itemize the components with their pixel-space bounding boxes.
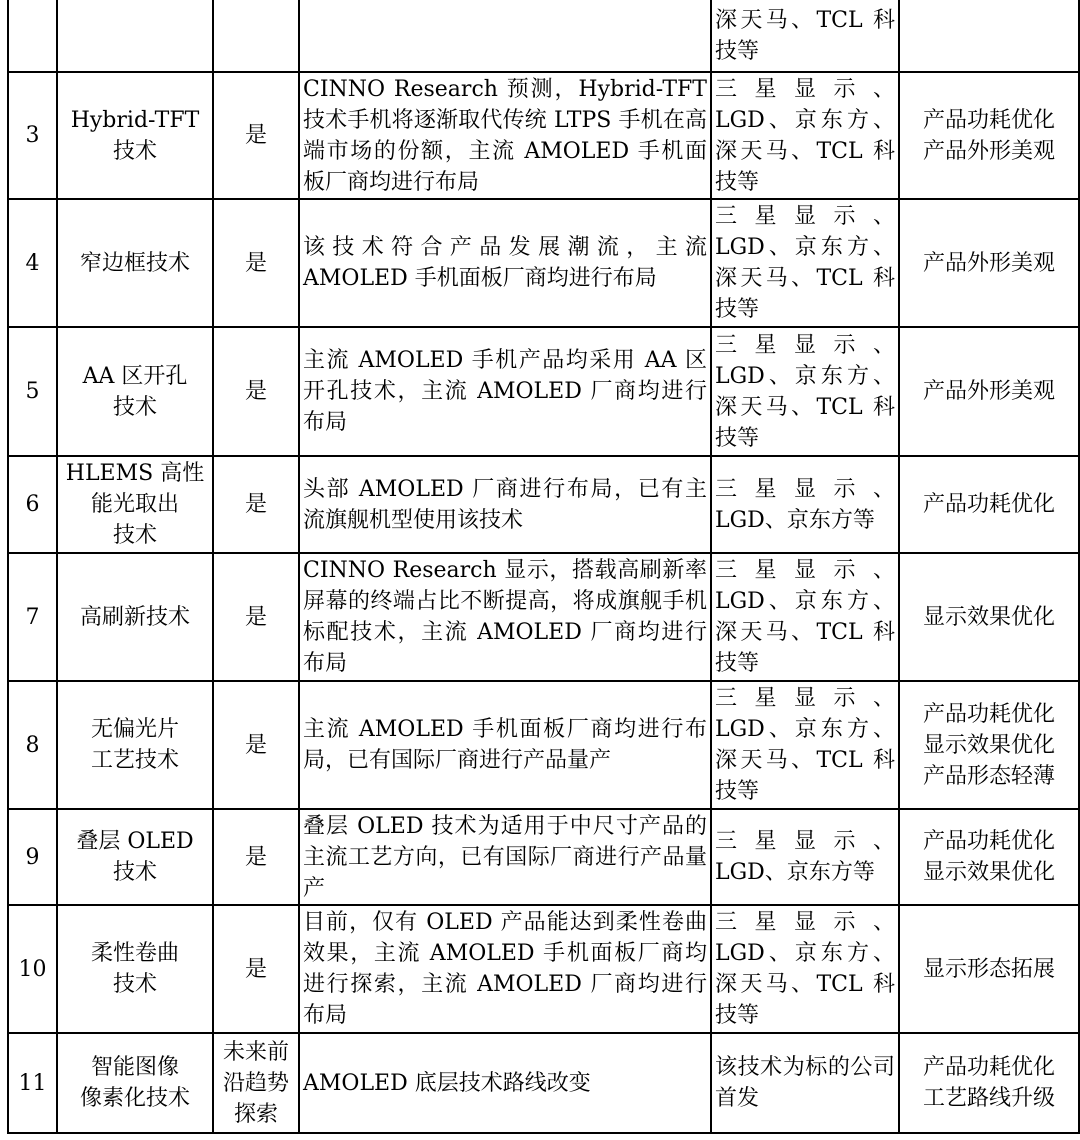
effect-cell: 产品功耗优化 工艺路线升级 — [899, 1033, 1079, 1133]
technology-description: 主流 AMOLED 手机面板厂商均进行布局，已有国际厂商进行产品量产 — [299, 681, 711, 809]
companies-cell: 三星显示、LGD、京东方、深天马、TCL 科技等 — [711, 72, 899, 199]
adopted-flag: 未来前沿趋势探索 — [213, 1033, 299, 1133]
table-row — [8, 681, 1079, 809]
companies-cell: 三星显示、LGD、京东方、深天马、TCL 科技等 — [711, 327, 899, 456]
technology-name: 无偏光片 工艺技术 — [57, 681, 213, 809]
technology-table — [7, 0, 1080, 1134]
technology-description: 目前，仅有 OLED 产品能达到柔性卷曲效果，主流 AMOLED 手机面板厂商均进行探索，主流 AMOLED 厂商均进行布局 — [299, 905, 711, 1033]
effect-cell: 产品功耗优化 — [899, 456, 1079, 553]
effect-cell: 产品功耗优化 产品外形美观 — [899, 72, 1079, 199]
technology-name: 柔性卷曲 技术 — [57, 905, 213, 1033]
technology-name: AA 区开孔 技术 — [57, 327, 213, 456]
technology-description: AMOLED 底层技术路线改变 — [299, 1033, 711, 1133]
technology-name: 智能图像 像素化技术 — [57, 1033, 213, 1133]
table-row — [8, 327, 1079, 456]
row-number: 10 — [8, 905, 57, 1033]
technology-description: 头部 AMOLED 厂商进行布局，已有主流旗舰机型使用该技术 — [299, 456, 711, 553]
table-row — [8, 905, 1079, 1033]
adopted-flag: 是 — [213, 327, 299, 456]
table-row — [8, 1033, 1079, 1133]
adopted-flag: 是 — [213, 553, 299, 681]
technology-name — [57, 0, 213, 72]
companies-cell: 三星显示、LGD、京东方、深天马、TCL 科技等 — [711, 905, 899, 1033]
adopted-flag: 是 — [213, 199, 299, 327]
adopted-flag: 是 — [213, 905, 299, 1033]
table-row — [8, 809, 1079, 905]
row-number: 7 — [8, 553, 57, 681]
companies-cell: 该技术为标的公司首发 — [711, 1033, 899, 1133]
technology-description: 主流 AMOLED 手机产品均采用 AA 区开孔技术，主流 AMOLED 厂商均进行布局 — [299, 327, 711, 456]
effect-cell: 产品功耗优化 显示效果优化 产品形态轻薄 — [899, 681, 1079, 809]
row-number: 6 — [8, 456, 57, 553]
adopted-flag: 是 — [213, 456, 299, 553]
effect-cell: 产品外形美观 — [899, 199, 1079, 327]
table-row — [8, 0, 1079, 72]
technology-description: CINNO Research 预测，Hybrid-TFT 技术手机将逐渐取代传统 LTPS 手机在高端市场的份额，主流 AMOLED 手机面板厂商均进行布局 — [299, 72, 711, 199]
effect-cell: 显示效果优化 — [899, 553, 1079, 681]
effect-cell: 显示形态拓展 — [899, 905, 1079, 1033]
companies-cell: 三星显示、LGD、京东方等 — [711, 809, 899, 905]
row-number: 3 — [8, 72, 57, 199]
effect-cell: 产品功耗优化 显示效果优化 — [899, 809, 1079, 905]
technology-name: 叠层 OLED 技术 — [57, 809, 213, 905]
technology-name: Hybrid-TFT 技术 — [57, 72, 213, 199]
row-number: 8 — [8, 681, 57, 809]
adopted-flag: 是 — [213, 809, 299, 905]
row-number — [8, 0, 57, 72]
row-number: 4 — [8, 199, 57, 327]
adopted-flag: 是 — [213, 72, 299, 199]
effect-cell: 产品外形美观 — [899, 327, 1079, 456]
table-row — [8, 72, 1079, 199]
companies-cell: 三星显示、LGD、京东方、深天马、TCL 科技等 — [711, 681, 899, 809]
companies-cell: 三星显示、LGD、京东方等 — [711, 456, 899, 553]
companies-cell: 三星显示、LGD、京东方、深天马、TCL 科技等 — [711, 199, 899, 327]
table-row — [8, 553, 1079, 681]
companies-cell: 深天马、TCL 科技等 — [711, 0, 899, 72]
companies-cell: 三星显示、LGD、京东方、深天马、TCL 科技等 — [711, 553, 899, 681]
technology-description: CINNO Research 显示，搭载高刷新率屏幕的终端占比不断提高，将成旗舰手机标配技术，主流 AMOLED 厂商均进行布局 — [299, 553, 711, 681]
technology-description: 叠层 OLED 技术为适用于中尺寸产品的主流工艺方向，已有国际厂商进行产品量产 — [299, 809, 711, 905]
technology-description: 该技术符合产品发展潮流，主流 AMOLED 手机面板厂商均进行布局 — [299, 199, 711, 327]
technology-name: HLEMS 高性 能光取出 技术 — [57, 456, 213, 553]
effect-cell — [899, 0, 1079, 72]
technology-name: 窄边框技术 — [57, 199, 213, 327]
row-number: 11 — [8, 1033, 57, 1133]
adopted-flag: 是 — [213, 681, 299, 809]
adopted-flag — [213, 0, 299, 72]
table-row — [8, 456, 1079, 553]
table-row — [8, 199, 1079, 327]
technology-name: 高刷新技术 — [57, 553, 213, 681]
row-number: 9 — [8, 809, 57, 905]
technology-description — [299, 0, 711, 72]
row-number: 5 — [8, 327, 57, 456]
